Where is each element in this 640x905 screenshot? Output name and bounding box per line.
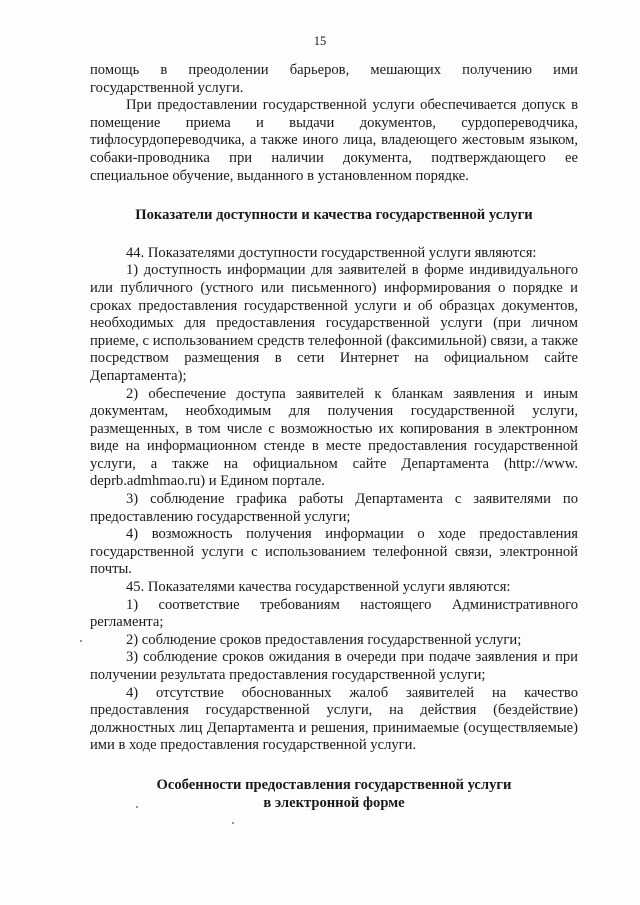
section-heading-accessibility-quality: Показатели доступности и качества государственной услуги bbox=[135, 207, 533, 224]
paragraph-item-45-2: 2) соблюдение сроков предоставления государственной услуги; bbox=[126, 631, 522, 648]
paragraph-item-45-1: 1) соответствие требованиям настоящего Административного регламента; bbox=[90, 596, 578, 631]
paragraph-item-44-3: 3) соблюдение графика работы Департамента с заявителями по предоставлению государственной услуги; bbox=[90, 491, 578, 525]
paragraph-item-44-2: 2) обеспечение доступа заявителей к бланкам заявления и иным документам, необходимым для получения государственной услуги, размещенных, в том числе с возможностью их копирования в электронном виде на информационном стенде в месте предоставления государственной услуги, а также на официальном сайте Департамента (http://www. deprb.admhmao.ru) и Едином портале. bbox=[90, 385, 578, 490]
paragraph-continuation: помощь в преодолении барьеров, мешающих получению ими государственной услуги. bbox=[90, 62, 578, 96]
page-number: 15 bbox=[313, 34, 327, 48]
section-heading-electronic-form-line-1: Особенности предоставления государственной услуги bbox=[156, 776, 512, 793]
scan-speck bbox=[232, 822, 234, 824]
section-heading-electronic-form-line-2: в электронной форме bbox=[263, 794, 405, 811]
document-body bbox=[90, 62, 578, 812]
paragraph-item-44-4: 4) возможность получения информации о ходе предоставления государственной услуги с использованием телефонной связи, электронной почты. bbox=[90, 526, 578, 578]
scan-speck bbox=[80, 640, 82, 642]
paragraph-item-45-3: 3) соблюдение сроков ожидания в очереди при подаче заявления и при получении результата предоставления государственной услуги; bbox=[90, 649, 578, 683]
paragraph-item-45-4: 4) отсутствие обоснованных жалоб заявителей на качество предоставления государственной услуги, на действия (бездействие) должностных лиц Департамента и решения, принимаемые (осуществляемые) ими в ходе предоставления государственной услуги. bbox=[90, 684, 578, 754]
paragraph-item-44-1: 1) доступность информации для заявителей в форме индивидуального или публичного (устного или письменного) информирования о порядке и сроках предоставления государственной услуги и об образцах документов, необходимых для предоставления государственной услуги (при личном приеме, с использованием средств телефонной (факсимильной) связи, а также посредством размещения в сети Интернет на официальном сайте Департамента); bbox=[90, 262, 578, 384]
paragraph-item-45: 45. Показателями качества государственной услуги являются: bbox=[126, 579, 511, 596]
scan-speck bbox=[136, 806, 138, 808]
paragraph-access: При предоставлении государственной услуги обеспечивается допуск в помещение приема и выдачи документов, сурдопереводчика, тифлосурдопереводчика, а также иного лица, владеющего жестовым языком, собаки-проводника при наличии документа, подтверждающего ее специальное обучение, выданного в установленном порядке. bbox=[90, 97, 578, 184]
paragraph-item-44: 44. Показателями доступности государственной услуги являются: bbox=[126, 244, 537, 261]
